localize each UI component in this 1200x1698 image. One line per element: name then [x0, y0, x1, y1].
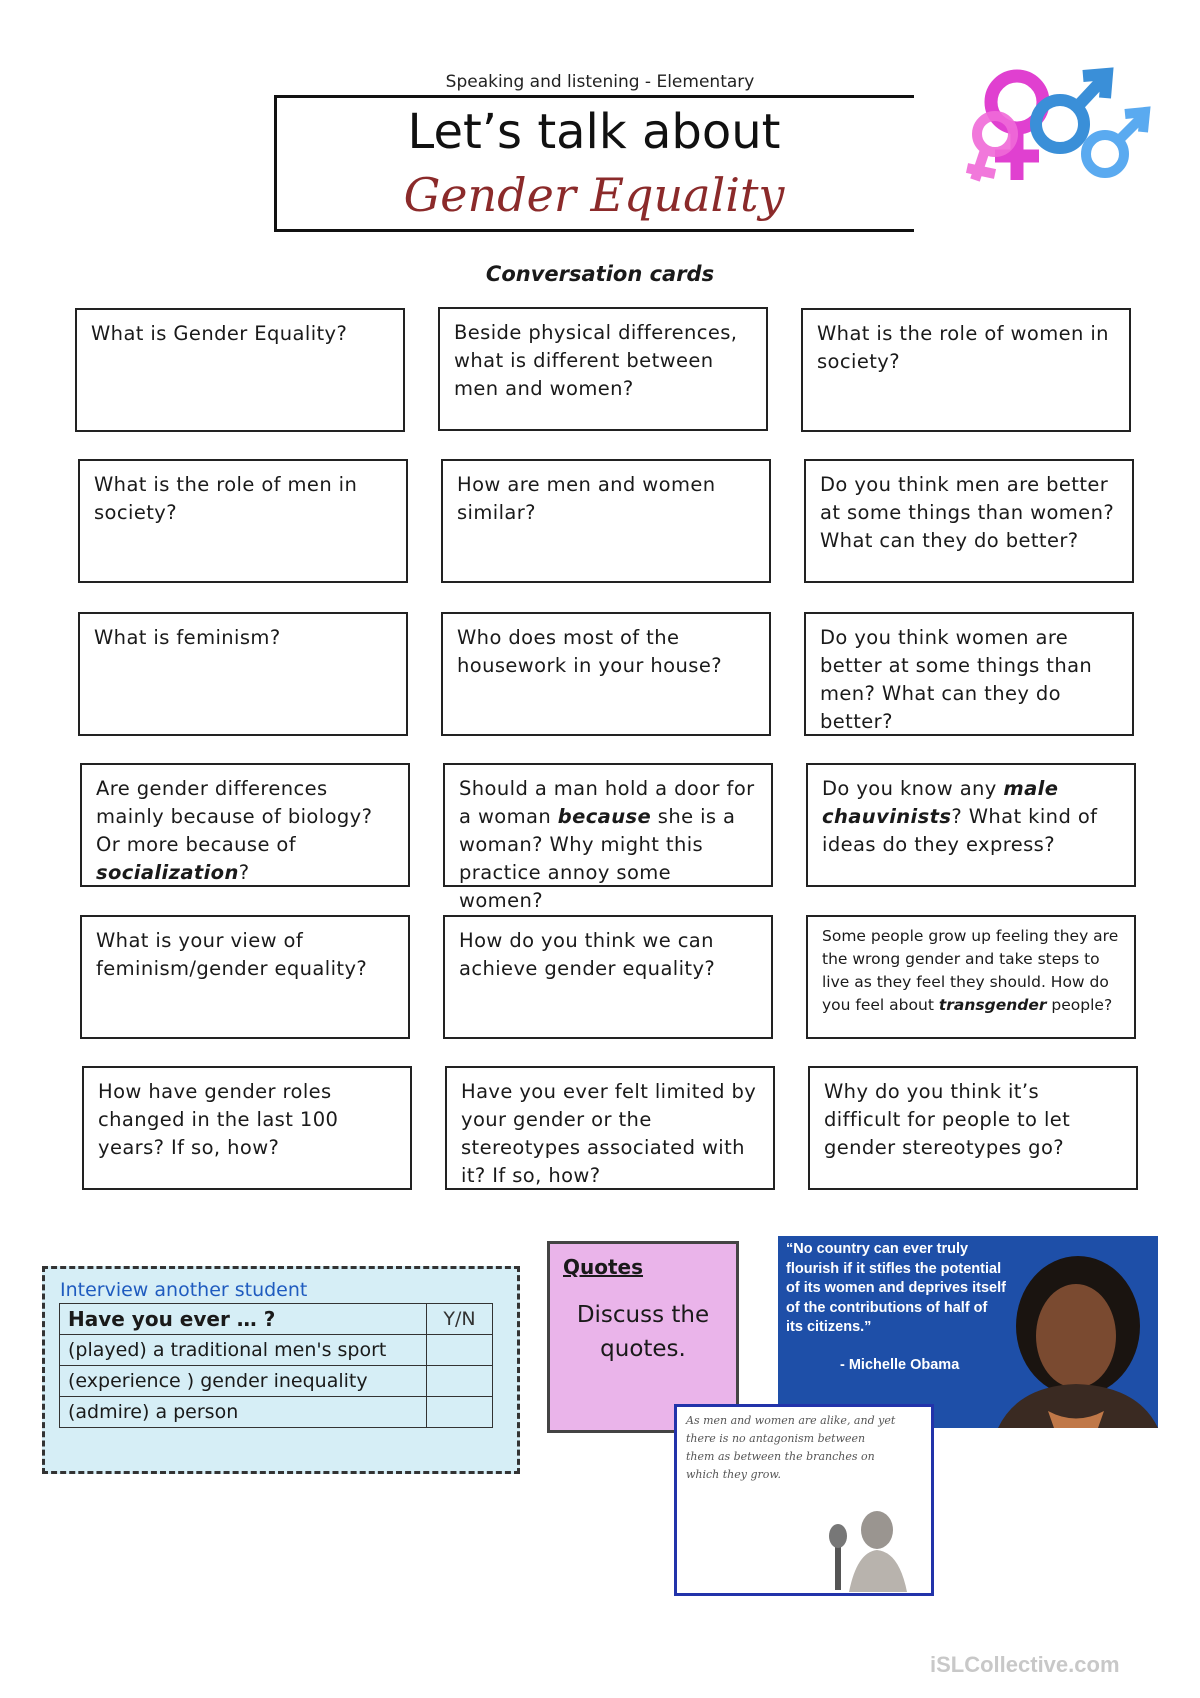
answer-cell[interactable]: [427, 1335, 493, 1366]
conversation-card: How have gender roles changed in the last 100 years? If so, how?: [82, 1066, 412, 1190]
table-cell-item: (played) a traditional men's sport: [60, 1335, 427, 1366]
worksheet-subtitle: Speaking and listening - Elementary: [445, 72, 755, 92]
page-topic: Gender Equality: [403, 168, 785, 222]
conversation-card: Beside physical differences, what is different between men and women?: [438, 307, 768, 431]
conversation-card: What is feminism?: [78, 612, 408, 736]
answer-cell[interactable]: [427, 1397, 493, 1428]
gandhi-portrait-illustration: [827, 1502, 917, 1592]
female-symbol-icon: [967, 116, 1013, 180]
conversation-card: Do you think men are better at some things than women? What can they do better?: [804, 459, 1134, 583]
conversation-card: How are men and women similar?: [441, 459, 771, 583]
site-watermark: iSLCollective.com: [930, 1652, 1120, 1677]
gandhi-quote-text: As men and women are alike, and yet there is no antagonism between them as between the branches on which they grow.: [686, 1414, 896, 1481]
answer-cell[interactable]: [427, 1366, 493, 1397]
conversation-card: Why do you think it’s difficult for people to let gender stereotypes go?: [808, 1066, 1138, 1190]
conversation-card: Have you ever felt limited by your gender or the stereotypes associated with it? If so, how?: [445, 1066, 775, 1190]
conversation-card: Do you think women are better at some things than men? What can they do better?: [804, 612, 1134, 736]
conversation-card: What is the role of women in society?: [801, 308, 1131, 432]
conversation-card: What is the role of men in society?: [78, 459, 408, 583]
conversation-card: Are gender differences mainly because of biology? Or more because of socialization?: [80, 763, 410, 887]
table-row: [60, 1397, 493, 1428]
conversation-card: Some people grow up feeling they are the wrong gender and take steps to live as they feel they should. How do you feel about transgender people?: [806, 915, 1136, 1039]
conversation-card: Should a man hold a door for a woman because she is a woman? Why might this practice annoy some women?: [443, 763, 773, 887]
page-title: Let’s talk about: [407, 104, 781, 160]
interview-table: [59, 1303, 493, 1428]
conversation-cards-heading: Conversation cards: [485, 262, 715, 286]
table-row: [60, 1335, 493, 1366]
table-cell-item: (experience ) gender inequality: [60, 1366, 427, 1397]
male-symbol-icon: [1086, 112, 1145, 173]
conversation-card: What is Gender Equality?: [75, 308, 405, 432]
interview-title: Interview another student: [60, 1279, 308, 1301]
obama-quote-text: “No country can ever truly flourish if it stifles the potential of its women and deprives itself of the contributions of half of its citizens.”: [786, 1241, 1006, 1335]
table-row: [60, 1366, 493, 1397]
table-cell-item: (admire) a person: [60, 1397, 427, 1428]
conversation-card: Who does most of the housework in your house?: [441, 612, 771, 736]
gender-symbols-logo: [955, 62, 1165, 192]
table-header-yn: Y/N: [427, 1304, 493, 1335]
table-header-row: [60, 1304, 493, 1335]
quotes-title: Quotes: [563, 1255, 644, 1279]
obama-quote-author: - Michelle Obama: [840, 1357, 960, 1373]
conversation-card: Do you know any male chauvinists? What kind of ideas do they express?: [806, 763, 1136, 887]
quotes-instruction: Discuss the quotes.: [576, 1302, 710, 1362]
table-header-question: Have you ever … ?: [60, 1304, 427, 1335]
conversation-card: How do you think we can achieve gender equality?: [443, 915, 773, 1039]
conversation-card: What is your view of feminism/gender equality?: [80, 915, 410, 1039]
